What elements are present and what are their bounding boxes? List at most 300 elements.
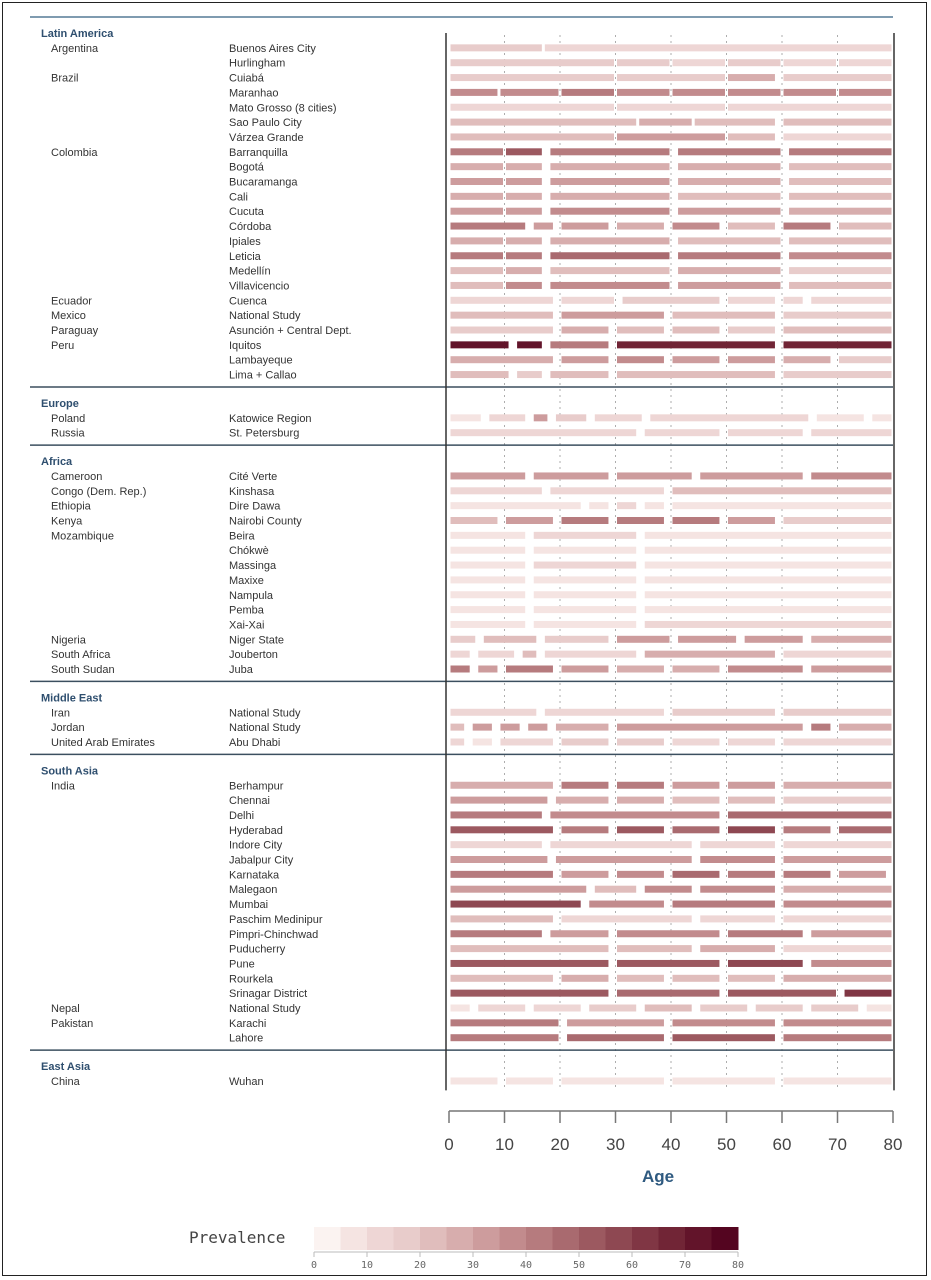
site-label: Maxixe — [229, 574, 264, 587]
heatmap-cell — [639, 119, 692, 126]
heatmap-cell — [550, 267, 669, 274]
heatmap-cell — [617, 930, 719, 937]
site-label: Ipiales — [229, 235, 261, 248]
heatmap-cell — [617, 104, 725, 111]
heatmap-cell — [617, 724, 803, 731]
heatmap-cell — [817, 414, 864, 421]
country-label: United Arab Emirates — [51, 736, 155, 749]
heatmap-cell — [478, 666, 497, 673]
country-label: Paraguay — [51, 325, 99, 337]
legend-tick-label: 30 — [466, 1260, 480, 1271]
heatmap-cell — [728, 104, 892, 111]
site-label: Abu Dhabi — [229, 736, 281, 749]
heatmap-cell — [451, 429, 637, 436]
heatmap-cell — [617, 517, 664, 524]
heatmap-cell — [811, 636, 891, 643]
heatmap-cell — [517, 371, 542, 378]
legend-tick-label: 10 — [360, 1260, 374, 1271]
heatmap-cell — [534, 1005, 581, 1012]
heatmap-cell — [645, 576, 892, 583]
heatmap-cell — [506, 666, 553, 673]
heatmap-cell — [839, 356, 892, 363]
heatmap-cell — [728, 871, 775, 878]
site-label: Cité Verte — [229, 470, 278, 483]
site-label: Paschim Medinipur — [229, 913, 323, 926]
heatmap-cell — [617, 74, 725, 81]
heatmap-cell — [673, 487, 892, 494]
heatmap-cell — [839, 223, 892, 230]
heatmap-cell — [451, 547, 526, 554]
country-label: Russia — [51, 427, 85, 440]
heatmap-cell — [789, 193, 891, 200]
country-label: Argentina — [51, 42, 99, 55]
heatmap-cell — [617, 89, 670, 96]
heatmap-cell — [489, 414, 525, 421]
heatmap-cell — [500, 724, 519, 731]
heatmap-cell — [451, 856, 548, 863]
heatmap-cell — [517, 341, 542, 348]
heatmap-cell — [728, 666, 803, 673]
site-label: Sao Paulo City — [229, 117, 302, 130]
heatmap-cell — [451, 414, 481, 421]
heatmap-cell — [784, 709, 892, 716]
heatmap-cell — [728, 429, 803, 436]
country-label: South Sudan — [51, 664, 115, 676]
site-label: Córdoba — [229, 221, 272, 234]
site-label: Mato Grosso (8 cities) — [229, 102, 337, 115]
heatmap-cell — [451, 915, 553, 922]
heatmap-cell — [784, 975, 892, 982]
heatmap-cell — [872, 414, 891, 421]
country-label: Cameroon — [51, 470, 103, 483]
site-label: Maranhao — [229, 87, 279, 100]
heatmap-cell — [506, 282, 542, 289]
country-label: Nepal — [51, 1003, 80, 1015]
heatmap-cell — [451, 133, 615, 140]
heatmap-cell — [451, 930, 542, 937]
site-label: National Study — [229, 1003, 301, 1015]
heatmap-cell — [784, 297, 803, 304]
heatmap-cell — [451, 636, 476, 643]
heatmap-cell — [678, 237, 780, 244]
heatmap-cell — [534, 576, 636, 583]
heatmap-cell — [678, 267, 780, 274]
heatmap-cell — [784, 119, 892, 126]
legend-tick-label: 20 — [413, 1260, 427, 1271]
legend-swatch — [341, 1227, 368, 1250]
heatmap-cell — [728, 297, 775, 304]
heatmap-cell — [451, 282, 504, 289]
heatmap-cell — [789, 148, 891, 155]
heatmap-cell — [728, 797, 775, 804]
heatmap-cell — [528, 724, 547, 731]
country-label: Peru — [51, 339, 75, 352]
heatmap-cell — [451, 59, 615, 66]
heatmap-cell — [534, 621, 636, 628]
x-axis — [444, 1111, 902, 1186]
heatmap-cell — [451, 576, 526, 583]
site-label: St. Petersburg — [229, 427, 300, 440]
site-label: Hyderabad — [229, 824, 283, 837]
heatmap-cell — [673, 709, 775, 716]
site-label: Várzea Grande — [229, 131, 304, 144]
country-label: South Africa — [51, 649, 111, 662]
heatmap-cell — [673, 59, 726, 66]
site-label: Cuiabá — [229, 72, 264, 85]
heatmap-cell — [784, 1019, 892, 1026]
heatmap-cell — [562, 327, 609, 334]
heatmap-cell — [645, 651, 775, 658]
heatmap-cell — [550, 841, 691, 848]
legend-tick-label: 0 — [310, 1260, 318, 1271]
heatmap-cell — [617, 327, 664, 334]
heatmap-cell — [506, 252, 542, 259]
heatmap-cell — [784, 945, 892, 952]
heatmap-cell — [562, 871, 609, 878]
region-label: Latin America — [41, 28, 114, 40]
x-tick-label: 70 — [828, 1135, 847, 1154]
heatmap-cell — [550, 163, 669, 170]
heatmap-cell — [567, 1019, 664, 1026]
heatmap-cell — [673, 1077, 775, 1084]
heatmap-cell — [451, 44, 542, 51]
heatmap-cell — [534, 414, 548, 421]
site-label: Kinshasa — [229, 485, 275, 498]
heatmap-cell — [617, 782, 664, 789]
heatmap-cell — [506, 517, 553, 524]
country-label: Ethiopia — [51, 500, 91, 513]
country-label: Pakistan — [51, 1017, 94, 1030]
site-label: Srinagar District — [229, 988, 308, 1001]
heatmap-cell — [728, 960, 803, 967]
country-label: Colombia — [51, 146, 98, 159]
heatmap-cell — [784, 856, 892, 863]
heatmap-cell — [756, 1005, 803, 1012]
heatmap-cell — [678, 636, 736, 643]
heatmap-cell — [617, 826, 664, 833]
heatmap-cell — [451, 562, 526, 569]
x-tick-label: 50 — [717, 1135, 736, 1154]
legend-swatch — [553, 1227, 580, 1250]
heatmap-cell — [451, 89, 498, 96]
heatmap-cell — [562, 915, 692, 922]
heatmap-cell — [451, 223, 526, 230]
heatmap-cell — [523, 651, 537, 658]
legend-swatch — [314, 1227, 341, 1250]
heatmap-cell — [728, 327, 775, 334]
site-label: Dire Dawa — [229, 500, 281, 513]
heatmap-cell — [534, 562, 636, 569]
heatmap-cell — [784, 89, 837, 96]
heatmap-cell — [451, 1034, 559, 1041]
heatmap-cell — [451, 797, 548, 804]
heatmap-cell — [550, 930, 608, 937]
heatmap-cell — [451, 237, 504, 244]
heatmap-cell — [562, 1077, 664, 1084]
site-label: Villavicencio — [229, 280, 290, 293]
site-label: Asunción + Central Dept. — [229, 325, 352, 337]
heatmap-cell — [451, 472, 526, 479]
heatmap-cell — [562, 517, 609, 524]
heatmap-cell — [556, 797, 609, 804]
heatmap-cell — [484, 636, 537, 643]
heatmap-cell — [673, 1034, 775, 1041]
heatmap-cell — [784, 341, 892, 348]
heatmap-cell — [678, 163, 780, 170]
site-label: Pune — [229, 958, 255, 971]
heatmap-cell — [784, 782, 892, 789]
heatmap-cell — [673, 517, 720, 524]
country-label: Congo (Dem. Rep.) — [51, 485, 147, 498]
heatmap-cell — [451, 1019, 559, 1026]
heatmap-cell — [473, 724, 492, 731]
site-label: Xai-Xai — [229, 619, 265, 632]
heatmap-cell — [728, 782, 775, 789]
heatmap-cell — [811, 1005, 858, 1012]
heatmap-cell — [451, 178, 504, 185]
heatmap-cell — [451, 267, 504, 274]
heatmap-cell — [534, 591, 636, 598]
heatmap-cell — [617, 738, 664, 745]
site-label: Mumbai — [229, 899, 269, 912]
heatmap-cell — [700, 841, 775, 848]
x-axis-title: Age — [641, 1167, 675, 1186]
heatmap-cell — [617, 636, 670, 643]
heatmap-cell — [673, 666, 720, 673]
region-label: Africa — [41, 456, 73, 469]
heatmap-cell — [545, 636, 609, 643]
heatmap-cell — [789, 208, 891, 215]
heatmap-cell — [784, 59, 837, 66]
heatmap-cell — [811, 297, 891, 304]
legend-tick-label: 60 — [625, 1260, 639, 1271]
country-label: Mexico — [51, 310, 86, 323]
site-label: National Study — [229, 310, 301, 323]
heatmap-cell — [478, 651, 514, 658]
heatmap-cell — [678, 282, 780, 289]
heatmap-cell — [728, 89, 781, 96]
legend-swatch — [394, 1227, 421, 1250]
heatmap-cell — [451, 1005, 470, 1012]
heatmap-cell — [550, 341, 608, 348]
heatmap-cell — [451, 341, 509, 348]
heatmap-cell — [506, 163, 542, 170]
heatmap-cell — [728, 975, 775, 982]
site-label: Karachi — [229, 1017, 267, 1030]
site-label: Hurlingham — [229, 57, 286, 70]
site-label: Nairobi County — [229, 515, 302, 528]
heatmap-cell — [506, 237, 542, 244]
heatmap-cell — [562, 738, 609, 745]
country-label: Poland — [51, 412, 86, 425]
heatmap-cell — [645, 429, 720, 436]
country-label: Kenya — [51, 515, 83, 528]
heatmap-cell — [784, 826, 831, 833]
legend-swatch — [659, 1227, 686, 1250]
prevalence-legend — [189, 1227, 744, 1271]
heatmap-cell — [617, 371, 775, 378]
heatmap-cell — [451, 826, 553, 833]
heatmap-cell — [617, 871, 664, 878]
heatmap-cell — [784, 738, 892, 745]
site-label: Malegaon — [229, 884, 278, 897]
heatmap-cell — [451, 709, 537, 716]
heatmap-cell — [550, 811, 719, 818]
heatmap-cell — [617, 797, 664, 804]
x-tick-label: 30 — [606, 1135, 625, 1154]
x-tick-label: 20 — [550, 1135, 570, 1154]
site-label: Wuhan — [229, 1075, 264, 1088]
heatmap-cell — [545, 44, 892, 51]
heatmap-cell — [839, 724, 892, 731]
heatmap-cell — [550, 237, 669, 244]
heatmap-cell — [451, 841, 542, 848]
heatmap-cell — [506, 267, 542, 274]
site-label: National Study — [229, 722, 301, 735]
site-label: Pimpri-Chinchwad — [229, 928, 319, 941]
heatmap-cell — [700, 472, 802, 479]
heatmap-cell — [562, 826, 609, 833]
heatmap-cell — [728, 133, 775, 140]
heatmap-cell — [673, 223, 720, 230]
site-label: Jouberton — [229, 649, 278, 662]
heatmap-cell — [811, 724, 830, 731]
heatmap-cell — [695, 119, 775, 126]
region-label: South Asia — [41, 765, 99, 778]
heatmap-cell — [451, 532, 526, 539]
heatmap-cell — [811, 960, 891, 967]
site-label: Medellín — [229, 265, 271, 278]
heatmap-cell — [867, 1005, 892, 1012]
heatmap-cell — [506, 178, 542, 185]
heatmap-cell — [673, 738, 720, 745]
heatmap-cell — [789, 163, 891, 170]
heatmap-cell — [451, 886, 587, 893]
heatmap-cell — [784, 871, 831, 878]
heatmap-cell — [728, 738, 775, 745]
legend-tick-label: 70 — [678, 1260, 692, 1271]
country-label: Nigeria — [51, 634, 86, 647]
heatmap-cell — [451, 591, 526, 598]
heatmap-cell — [678, 193, 780, 200]
heatmap-cell — [673, 901, 775, 908]
heatmap-cell — [451, 487, 542, 494]
heatmap-cell — [623, 297, 720, 304]
site-label: Puducherry — [229, 943, 286, 956]
heatmap-cell — [500, 89, 558, 96]
site-label: Cuenca — [229, 295, 267, 308]
heatmap-cell — [784, 1034, 892, 1041]
site-label: Bucaramanga — [229, 176, 298, 189]
heatmap-cell — [550, 208, 669, 215]
heatmap-cell — [728, 990, 836, 997]
legend-swatch — [367, 1227, 394, 1250]
heatmap-cell — [789, 282, 891, 289]
heatmap-cell — [728, 223, 775, 230]
row-labels — [41, 28, 352, 1088]
heatmap-cell — [784, 797, 892, 804]
heatmap-cell — [645, 532, 892, 539]
country-label: Jordan — [51, 722, 85, 735]
heatmap-cell — [789, 178, 891, 185]
country-label: Brazil — [51, 72, 79, 85]
site-label: Beira — [229, 530, 255, 543]
heatmap-cell — [617, 223, 664, 230]
heatmap-cell — [678, 208, 780, 215]
heatmap-cell — [784, 371, 892, 378]
heatmap-cell — [589, 502, 608, 509]
site-label: Juba — [229, 664, 253, 676]
heatmap-cell — [617, 356, 664, 363]
heatmap-cell — [617, 133, 725, 140]
heatmap-cell — [550, 487, 664, 494]
heatmap-cell — [673, 782, 720, 789]
heatmap-cell — [589, 901, 664, 908]
heatmap-cell — [556, 856, 692, 863]
heatmap-cell — [673, 1019, 775, 1026]
heatmap-cell — [534, 532, 636, 539]
heatmap-cell — [839, 826, 892, 833]
heatmap-cell — [678, 252, 780, 259]
heatmap-cell — [784, 312, 892, 319]
heatmap-cell — [845, 990, 892, 997]
heatmap-cell — [673, 502, 892, 509]
x-tick-label: 40 — [661, 1135, 681, 1154]
heatmap-cell — [673, 312, 775, 319]
heatmap-cell — [550, 178, 669, 185]
heatmap-cell — [784, 841, 892, 848]
heatmap-cell — [700, 886, 775, 893]
heatmap-cell — [451, 606, 526, 613]
site-label: Iquitos — [229, 339, 262, 352]
heatmap-cell — [451, 193, 504, 200]
heatmap-cell — [451, 371, 509, 378]
heatmap-cell — [784, 133, 892, 140]
heatmap-cell — [451, 163, 504, 170]
region-label: Middle East — [41, 692, 103, 705]
legend-swatch — [579, 1227, 606, 1250]
heatmap-cell — [562, 666, 609, 673]
heatmap-cell — [562, 782, 609, 789]
heatmap-cell — [700, 945, 775, 952]
heatmap-cell — [784, 1077, 892, 1084]
heatmap-cell — [673, 975, 720, 982]
heatmap-cell — [839, 59, 892, 66]
site-label: Jabalpur City — [229, 854, 294, 867]
region-label: Europe — [41, 397, 79, 410]
heatmap-cell — [745, 636, 803, 643]
heatmap-cell — [550, 193, 669, 200]
heatmap-cells — [451, 44, 892, 1084]
site-label: Katowice Region — [229, 412, 312, 425]
heatmap-cell — [839, 871, 886, 878]
heatmap-cell — [550, 371, 608, 378]
site-label: Berhampur — [229, 780, 284, 793]
heatmap-cell — [650, 414, 808, 421]
site-label: Delhi — [229, 809, 255, 822]
site-label: Pemba — [229, 604, 264, 617]
heatmap-cell — [617, 59, 670, 66]
region-label: East Asia — [41, 1061, 91, 1074]
heatmap-cell — [506, 1077, 553, 1084]
heatmap-cell — [811, 930, 891, 937]
heatmap-cell — [617, 341, 775, 348]
heatmap-cell — [673, 826, 720, 833]
heatmap-cell — [839, 89, 892, 96]
heatmap-cell — [451, 990, 609, 997]
site-label: Chennai — [229, 795, 270, 808]
heatmap-cell — [673, 871, 720, 878]
